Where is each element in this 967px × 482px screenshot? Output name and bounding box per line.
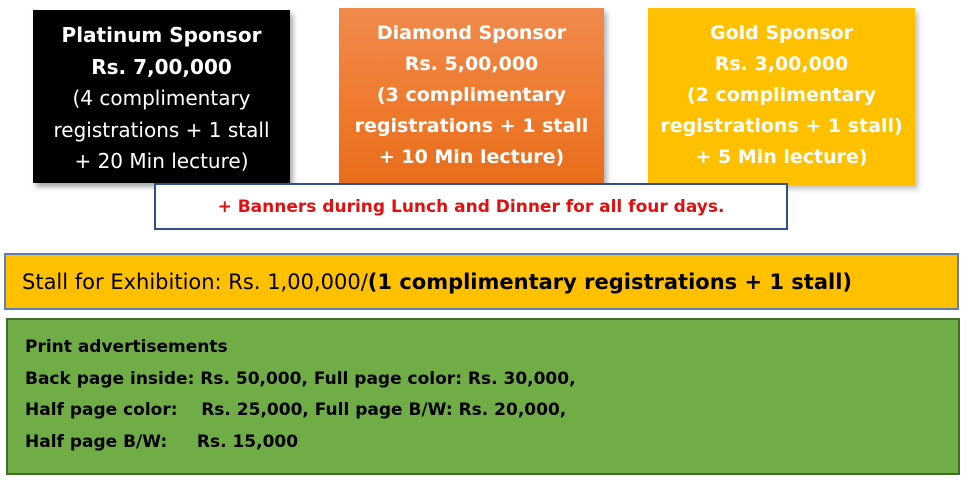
platinum-detail-1: (4 complimentary bbox=[72, 86, 251, 110]
gold-detail-2: registrations + 1 stall) bbox=[660, 115, 903, 137]
diamond-title: Diamond Sponsor bbox=[376, 22, 567, 44]
gold-detail-1: (2 complimentary bbox=[686, 84, 877, 106]
platinum-price: Rs. 7,00,000 bbox=[91, 54, 232, 79]
gold-detail-3: + 5 Min lecture) bbox=[695, 146, 868, 168]
stall-detail: (1 complimentary registrations + 1 stall) bbox=[367, 269, 852, 294]
banners-note-text: + Banners during Lunch and Dinner for all four days. bbox=[217, 196, 725, 217]
diamond-price: Rs. 5,00,000 bbox=[404, 53, 539, 75]
diamond-detail-3: + 10 Min lecture) bbox=[378, 146, 565, 168]
gold-title: Gold Sponsor bbox=[710, 22, 853, 44]
platinum-title: Platinum Sponsor bbox=[61, 23, 262, 47]
diamond-detail-2: registrations + 1 stall bbox=[354, 115, 589, 137]
print-line-3: Half page B/W: Rs. 15,000 bbox=[25, 431, 299, 452]
print-line-2: Half page color: Rs. 25,000, Full page B/W: Rs. 20,000, bbox=[25, 400, 567, 420]
platinum-detail-3: + 20 Min lecture) bbox=[74, 149, 249, 173]
diamond-sponsor-card bbox=[339, 8, 604, 185]
gold-price: Rs. 3,00,000 bbox=[714, 53, 849, 75]
diamond-detail-1: (3 complimentary bbox=[376, 84, 567, 106]
platinum-sponsor-card bbox=[33, 10, 290, 183]
platinum-detail-2: registrations + 1 stall bbox=[53, 117, 270, 142]
gold-sponsor-card bbox=[648, 8, 915, 185]
stall-label: Stall for Exhibition: Rs. 1,00,000/ bbox=[22, 269, 368, 294]
stall-exhibition-bar bbox=[4, 253, 959, 310]
print-advertisements-panel bbox=[6, 318, 960, 475]
banners-note bbox=[154, 183, 788, 230]
print-line-1: Back page inside: Rs. 50,000, Full page color: Rs. 30,000, bbox=[25, 368, 576, 389]
print-heading: Print advertisements bbox=[25, 337, 228, 357]
